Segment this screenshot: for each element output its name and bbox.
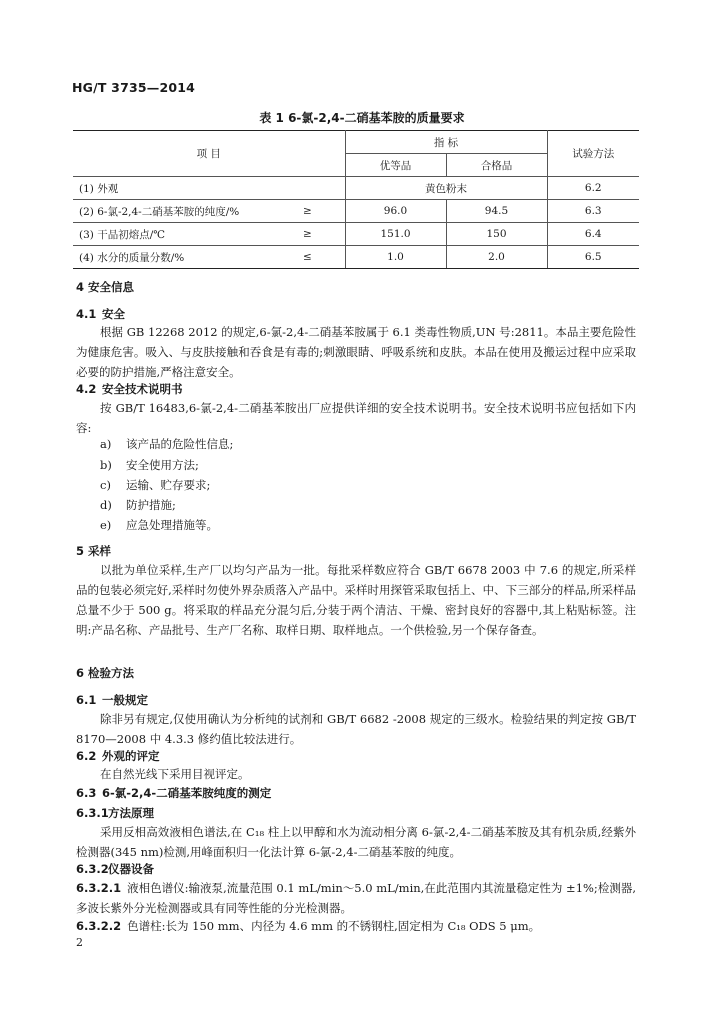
section-5-body: 以批为单位采样,生产厂以均匀产品为一批。每批采样数应符合 GB/T 6678 2003 中 7.6 的规定,所采样品的包装必须完好,采样时勿使外界杂质落入产品中。采样时用探管采取包括上、中、下三部分的样品,所采样品总量不少于 500 g。将采取的样品充分混匀后,分装于两个清洁、干燥、密封良好的容器中,其上粘贴标签。注明:产品名称、产品批号、生产厂名称、取样日期、取样地点。一个供检验,另一个保存备查。 [76,563,636,637]
row-method: 6.3 [547,200,639,223]
table-row [73,177,639,200]
standard-code: HG/T 3735—2014 [72,80,196,95]
section-title: 安全技术说明书 [102,382,183,396]
section-6-1-body: 除非另有规定,仅使用确认为分析纯的试剂和 GB/T 6682 -2008 规定的三级水。检验结果的判定按 GB/T 8170—2008 中 4.3.3 修约值比较法进行。 [76,712,636,746]
table-caption: 表 1 6-氯-2,4-二硝基苯胺的质量要求 [259,111,465,125]
list-marker: b) [100,458,112,472]
list-text: 运输、贮存要求; [126,478,211,492]
list-text: 防护措施; [126,498,176,512]
row-premium: 96.0 [345,200,446,223]
section-6-2-heading [76,748,160,764]
table-row [73,200,639,223]
clause-number: 6.3.2.1 [76,881,122,895]
clause-body: 液相色谱仪:输液泵,流量范围 0.1 mL/min～5.0 mL/min,在此范围内其流量稳定性为 ±1%;检测器,多波长紫外分光检测器或具有同等性能的分光检测器。 [76,881,636,915]
list-item [100,457,199,473]
section-number: 6.3 [76,786,97,800]
list-text: 该产品的危险性信息; [126,437,234,451]
header-index: 指 标 [345,131,547,154]
header-item: 项 目 [73,131,345,177]
row-item: (2) 6-氯-2,4-二硝基苯胺的纯度/% [73,200,301,223]
row-symbol: ≤ [301,246,345,269]
page-number: 2 [76,936,83,949]
row-method: 6.5 [547,246,639,269]
header-qualified: 合格品 [446,154,547,177]
row-item: (3) 干品初熔点/℃ [73,223,301,246]
section-number: 6.1 [76,693,97,707]
section-title: 6-氯-2,4-二硝基苯胺纯度的测定 [102,786,272,800]
row-qualified: 94.5 [446,200,547,223]
row-item: (4) 水分的质量分数/% [73,246,301,269]
clause-number: 6.3.2.2 [76,919,122,933]
list-item [100,477,210,493]
table-row [73,246,639,269]
list-marker: e) [100,518,112,532]
row-method: 6.2 [547,177,639,200]
row-item: (1) 外观 [73,177,301,200]
section-4-1-body: 根据 GB 12268 2012 的规定,6-氯-2,4-二硝基苯胺属于 6.1 类毒性物质,UN 号:2811。本品主要危险性为健康危害。吸入、与皮肤接触和吞食是有毒的;刺激眼睛、呼吸系统和皮肤。本品在使用及搬运过程中应采取必要的防护措施,严格注意安全。 [76,325,636,379]
row-symbol: ≥ [301,223,345,246]
section-title: 方法原理 [108,806,154,820]
list-item [100,517,218,533]
row-qualified: 150 [446,223,547,246]
section-title: 外观的评定 [102,749,160,763]
section-title: 一般规定 [102,693,148,707]
section-6-3-1-body: 采用反相高效液相色谱法,在 C₁₈ 柱上以甲醇和水为流动相分离 6-氯-2,4-二硝基苯胺及其有机杂质,经紫外检测器(345 nm)检测,用峰面积归一化法计算 6-氯-2,4-二硝基苯胺的纯度。 [76,825,636,859]
section-title: 安全 [102,307,125,321]
section-6-2-body: 在自然光线下采用目视评定。 [100,767,250,781]
list-text: 安全使用方法; [126,458,199,472]
section-6-title: 6 检验方法 [76,666,135,680]
clause-body: 色谱柱:长为 150 mm、内径为 4.6 mm 的不锈钢柱,固定相为 C₁₈ ODS 5 μm。 [127,919,541,933]
section-6-3-heading [76,785,271,801]
section-4-1-heading [76,306,125,322]
header-premium: 优等品 [345,154,446,177]
header-method: 试验方法 [547,131,639,177]
section-number: 6.3.2 [76,862,109,876]
quality-requirements-table [73,130,639,269]
row-symbol [301,177,345,200]
section-number: 4.1 [76,307,97,321]
row-method: 6.4 [547,223,639,246]
row-premium: 151.0 [345,223,446,246]
list-text: 应急处理措施等。 [126,518,218,532]
list-item [100,497,176,513]
list-marker: c) [100,478,111,492]
section-4-2-heading [76,381,183,397]
row-merged-value: 黄色粉末 [345,177,547,200]
section-number: 4.2 [76,382,97,396]
list-item [100,436,233,452]
section-5-title: 5 采样 [76,544,112,558]
list-marker: d) [100,498,112,512]
section-6-3-2-1 [76,878,636,918]
section-number: 6.3.1 [76,806,109,820]
section-number: 6.2 [76,749,97,763]
section-6-3-2-heading [76,861,154,877]
section-6-3-2-2 [76,916,636,936]
section-title: 仪器设备 [108,862,154,876]
section-6-1-heading [76,692,148,708]
row-qualified: 2.0 [446,246,547,269]
section-4-2-body: 按 GB/T 16483,6-氯-2,4-二硝基苯胺出厂应提供详细的安全技术说明书。安全技术说明书应包括如下内容: [76,401,636,435]
table-row [73,223,639,246]
row-premium: 1.0 [345,246,446,269]
row-symbol: ≥ [301,200,345,223]
list-marker: a) [100,437,112,451]
section-6-3-1-heading [76,805,154,821]
section-4-title: 4 安全信息 [76,280,135,294]
